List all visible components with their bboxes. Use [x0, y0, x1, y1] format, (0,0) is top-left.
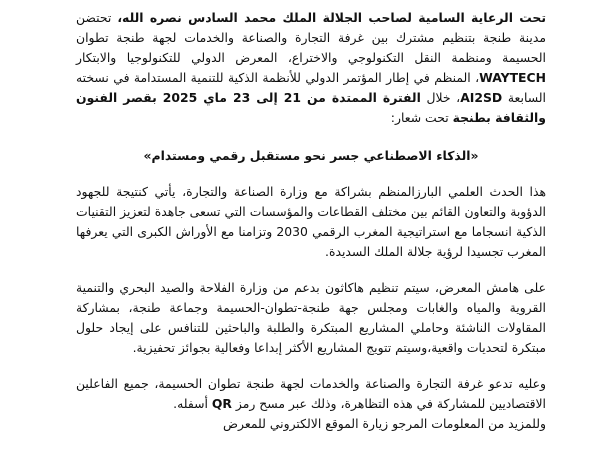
intro-text-4: تحت شعار: [390, 110, 453, 125]
invitation-text-3: وللمزيد من المعلومات المرجو زيارة الموقع الالكتروني للمعرض [223, 416, 546, 431]
hackathon-paragraph: على هامش المعرض، سيتم تنظيم هاكاثون بدعم من وزارة الفلاحة والصيد البحري والتنمية القروية والمياه والغابات ومجلس جهة طنجة-تطوان-الحسيمة وجماعة طنجة، بمشاركة المقاولات الناشئة وحاملي المشاريع المبتكرة والطلبة والباحثين للتنافس على إيجاد حلول مبتكرة لتحديات واقعية،وسيتم تتويج المشاريع الأكثر إبداعا وفعالية بجوائز تحفيزية. [76, 280, 546, 355]
waytech-label: WAYTECH [479, 70, 546, 85]
qr-label: QR [211, 396, 232, 411]
royal-patronage-line: تحت الرعاية السامية لصاحب الجلالة الملك محمد السادس نصره الله، [117, 10, 546, 25]
paragraph-spacer [76, 262, 546, 278]
ai2sd-label: AI2SD [460, 90, 503, 105]
invitation-text-1: وعليه تدعو غرفة التجارة والصناعة والخدمات لجهة طنجة تطوان الحسيمة، جميع الفاعلين الاقتصاديين للمشاركة في هذه التظاهرة، وذلك عبر مسح رمز [76, 376, 546, 411]
intro-paragraph [76, 0, 546, 128]
intro-text-2: ، المنظم في إطار المؤتمر الدولي للأنظمة الذكية للتنمية المستدامة في نسخته السابعة [76, 70, 546, 105]
invitation-paragraph [76, 374, 546, 434]
paragraph-spacer [76, 358, 546, 374]
event-description-paragraph: هذا الحدث العلمي البارزالمنظم بشراكة مع وزارة الصناعة والتجارة، يأتي كنتيجة للجهود الدؤوبة والتعاون القائم بين مختلف القطاعات والمؤسسات التي تسعى جاهدة لتعزيز التقنيات الذكية انسجاما مع استراتيجية المغرب الرقمي 2030 وتزامنا مع الأوراش الكبرى التي يعرفها المغرب تجسيدا لرؤية جلالة الملك السديدة. [76, 184, 546, 259]
event-slogan: «الذكاء الاصطناعي جسر نحو مستقبل رقمي ومستدام» [143, 148, 479, 163]
invitation-text-2: أسفله. [173, 396, 212, 411]
event-period: الفترة الممتدة من 21 إلى 23 ماي 2025 بقصر الفنون والثقافة بطنجة [76, 90, 546, 125]
intro-text-1: تحتضن مدينة طنجة بتنظيم مشترك بين غرفة التجارة والصناعة والخدمات لجهة طنجة تطوان الحسيمة ومنظمة النقل التكنولوجي والاختراع، المعرض الدولي للتكنولوجيا والابتكار [76, 10, 546, 65]
intro-text-3: ، خلال [420, 90, 461, 105]
